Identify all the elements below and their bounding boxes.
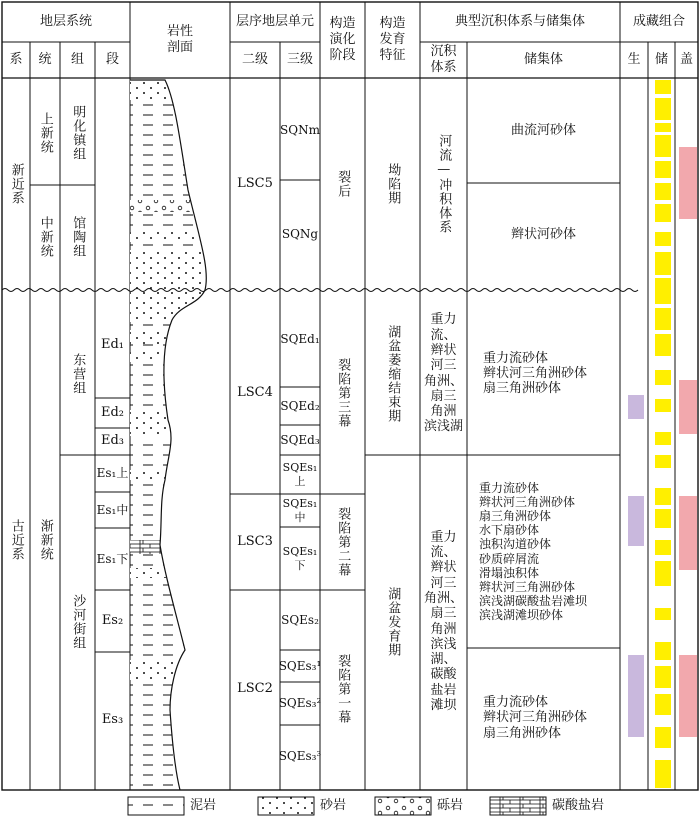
legend-swatch-sandstone	[258, 797, 314, 815]
member-es1u: Es₁上	[96, 466, 129, 480]
source-bar-1	[628, 395, 644, 419]
system-neogene: 新近系	[8, 163, 24, 205]
seq-sqng: SQNg	[281, 226, 319, 241]
formation-minghuazhen: 明化镇组	[70, 104, 86, 161]
seq-sqed2: SQEd₂	[280, 398, 320, 413]
sed-shahejie: 重力 流、 辫状 河三 角洲、 扇三 角洲 滨浅 湖、 碳酸 盐岩 滩坝	[423, 529, 463, 714]
source-bar-3	[628, 655, 644, 737]
header-sedimentary-system: 沉积体系	[430, 43, 457, 75]
member-ed2: Ed₂	[100, 404, 125, 420]
cap-bar-3	[679, 496, 697, 570]
seq-sqes3-2: SQEs₃²	[278, 696, 322, 710]
header-tong: 统	[38, 51, 52, 67]
seq-lsc5: LSC5	[237, 175, 273, 191]
seq-lsc2: LSC2	[237, 680, 273, 696]
header-cap: 盖	[679, 51, 693, 67]
series-upper: 上新统	[37, 111, 53, 154]
header-xi: 系	[9, 51, 23, 67]
legend-swatch-carbonate	[490, 797, 546, 815]
stage-rift3: 裂陷第三幕	[335, 358, 351, 428]
system-paleogene: 古近系	[8, 519, 24, 561]
header-reservoir: 储集体	[523, 51, 563, 67]
header-assemblage: 成藏组合	[632, 13, 685, 29]
header-third-order: 三级	[286, 51, 313, 67]
header-tectonic-feature: 构造发育特征	[379, 15, 406, 64]
cap-bar-2	[679, 380, 697, 434]
header-sequence-unit: 层序地层单元	[235, 13, 314, 29]
seq-sqes1l: SQEs₁下	[282, 544, 318, 572]
seq-sqed3: SQEd₃	[280, 432, 320, 447]
reserve-bar	[655, 80, 671, 788]
res-dongying: 重力流砂体 辫状河三角洲砂体 扇三角洲砂体	[483, 350, 588, 397]
seq-sqnm: SQNm	[280, 122, 320, 137]
cap-bar-1	[679, 147, 697, 219]
seq-lsc3: LSC3	[237, 533, 273, 549]
header-reserve: 储	[654, 51, 668, 67]
header-source: 生	[627, 51, 641, 67]
seq-sqes3-1: SQEs₃¹	[278, 658, 322, 673]
header-lithology: 岩性剖面	[166, 23, 193, 55]
member-es1l: Es₁下	[96, 551, 129, 566]
member-ed3: Ed₃	[100, 433, 125, 449]
legend-carbonate: 碳酸盐岩	[552, 797, 605, 813]
formation-dongying: 东营组	[70, 352, 86, 395]
seq-sqes3-3: SQEs₃³	[278, 749, 322, 763]
formation-guantao: 馆陶组	[70, 215, 86, 258]
cap-bar-4	[679, 655, 697, 737]
seq-sqes1m: SQEs₁中	[282, 496, 318, 524]
legend-mudstone: 泥岩	[190, 797, 217, 813]
formation-shahejie: 沙河街组	[70, 593, 86, 650]
lithology-section	[130, 80, 230, 790]
member-es3: Es₃	[101, 711, 124, 727]
res-braided: 辫状河砂体	[510, 227, 576, 243]
feature-develop: 湖盆发育期	[385, 586, 401, 657]
header-tectonic-stage: 构造演化阶段	[329, 15, 356, 64]
stage-post-rift: 裂后	[335, 170, 351, 198]
res-es3: 重力流砂体 辫状河三角洲砂体 扇三角洲砂体	[483, 695, 588, 741]
member-es2: Es₂	[101, 612, 124, 628]
header-stratigraphy-system: 地层系统	[39, 13, 92, 29]
res-meander: 曲流河砂体	[510, 123, 576, 139]
legend-swatch-mudstone	[128, 797, 184, 815]
header-second-order: 二级	[241, 51, 268, 67]
legend-sandstone: 砂岩	[320, 797, 347, 813]
header-sedimentary-reservoir: 典型沉积体系与储集体	[454, 13, 585, 29]
seq-sqed1: SQEd₁	[280, 332, 320, 346]
legend-conglomerate: 砾岩	[437, 797, 464, 813]
seq-lsc4: LSC4	[237, 384, 273, 400]
series-middle: 中新统	[37, 215, 53, 258]
member-ed1: Ed₁	[100, 336, 125, 352]
source-bar-2	[628, 496, 644, 546]
assemblage-bars	[628, 80, 697, 788]
stage-rift2: 裂陷第二幕	[335, 507, 351, 577]
feature-depression: 坳陷期	[385, 163, 401, 205]
feature-shrink: 湖盆萎缩结束期	[385, 324, 401, 423]
sed-fluvial: 河流—冲积体系	[436, 134, 452, 234]
sed-dongying: 重力 流、 辫状 河三 角洲、 扇三 角洲 滨浅湖	[423, 312, 463, 435]
header-duan: 段	[105, 51, 119, 67]
header-zu: 组	[70, 51, 84, 67]
res-es1: 重力流砂体 辫状河三角洲砂体 扇三角洲砂体 水下扇砂体 浊积沟道砂体 砂质碎屑流 滑塌浊积体 辫状河三角洲砂体 滨浅湖碳酸盐岩滩坝 滨浅湖滩坝砂体	[479, 480, 588, 623]
legend-swatch-conglomerate	[375, 797, 431, 815]
seq-sqes2: SQEs₂	[281, 612, 319, 627]
series-oligocene: 渐新统	[37, 519, 53, 561]
stage-rift1: 裂陷第一幕	[335, 654, 351, 724]
seq-sqes1u: SQEs₁上	[282, 460, 318, 488]
member-es1m: Es₁中	[96, 502, 129, 517]
